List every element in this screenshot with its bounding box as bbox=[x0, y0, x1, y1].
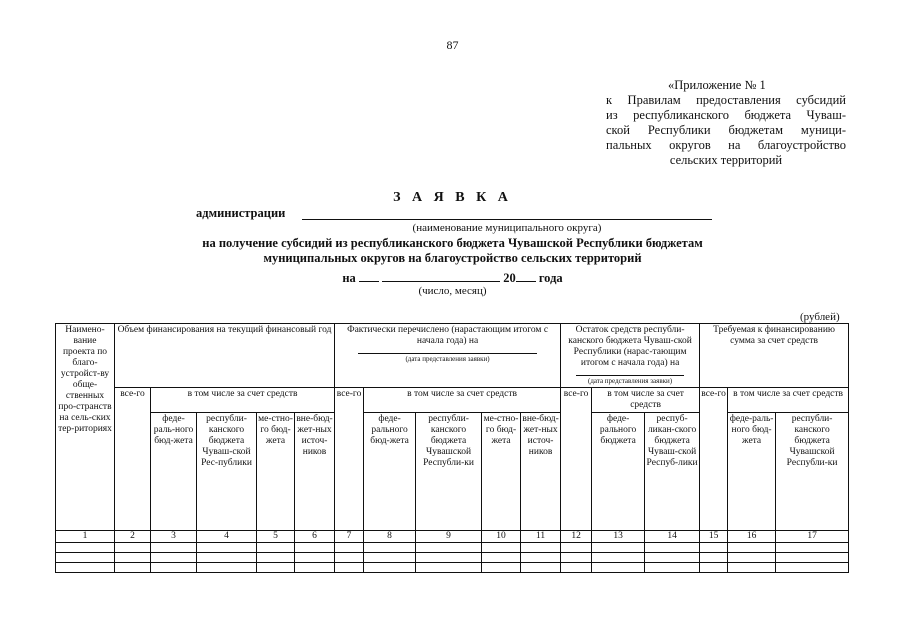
group-header-remaining bbox=[561, 324, 700, 388]
table-cell[interactable] bbox=[700, 543, 728, 553]
source-header: ме-стно-го бюд-жета bbox=[482, 413, 521, 531]
table-cell[interactable] bbox=[115, 563, 151, 573]
group-header-planned: Объем финансирования на текущий финансовый год bbox=[115, 324, 335, 388]
column-number: 15 bbox=[700, 531, 728, 543]
source-header: феде-раль-ного бюд-жета bbox=[151, 413, 197, 531]
table-cell[interactable] bbox=[151, 563, 197, 573]
table-cell[interactable] bbox=[521, 563, 561, 573]
column-number: 2 bbox=[115, 531, 151, 543]
table-cell[interactable] bbox=[335, 543, 364, 553]
table-cell[interactable] bbox=[561, 543, 592, 553]
table-cell[interactable] bbox=[197, 553, 257, 563]
total-header: все-го bbox=[561, 388, 592, 531]
unit-label: (рублей) bbox=[800, 311, 840, 323]
table-cell[interactable] bbox=[295, 553, 335, 563]
date-caption: (число, месяц) bbox=[418, 285, 487, 297]
table-cell[interactable] bbox=[151, 553, 197, 563]
table-cell[interactable] bbox=[295, 543, 335, 553]
table-cell[interactable] bbox=[776, 543, 849, 553]
table-cell[interactable] bbox=[56, 553, 115, 563]
table-cell[interactable] bbox=[197, 563, 257, 573]
date-year-prefix: 20 bbox=[503, 271, 516, 285]
source-header: республи-канского бюджета Чувашской Республи-ки bbox=[416, 413, 482, 531]
form-title: З А Я В К А bbox=[393, 190, 512, 205]
date-prefix: на bbox=[342, 271, 356, 285]
table-cell[interactable] bbox=[482, 543, 521, 553]
date-suffix: года bbox=[538, 271, 563, 285]
source-header: вне-бюд-жет-ных источ-ников bbox=[295, 413, 335, 531]
date-day-field[interactable] bbox=[359, 269, 379, 282]
table-cell[interactable] bbox=[645, 543, 700, 553]
table-cell[interactable] bbox=[335, 563, 364, 573]
admin-label: администрации bbox=[196, 206, 286, 220]
source-header: респуб-ликан-ского бюджета Чуваш-ской Респуб-лики bbox=[645, 413, 700, 531]
date-line bbox=[0, 269, 905, 286]
table-cell[interactable] bbox=[197, 543, 257, 553]
appendix-line: из республиканского бюджета Чуваш- bbox=[606, 108, 846, 122]
appendix-line: к Правилам предоставления субсидий bbox=[606, 93, 846, 107]
appendix-line: пальных округов на благоустройство bbox=[606, 138, 846, 152]
column-number: 7 bbox=[335, 531, 364, 543]
table-cell[interactable] bbox=[364, 563, 416, 573]
column-number: 12 bbox=[561, 531, 592, 543]
appendix-line: сельских территорий bbox=[669, 153, 783, 167]
table-cell[interactable] bbox=[728, 553, 776, 563]
table-cell[interactable] bbox=[295, 563, 335, 573]
table-cell[interactable] bbox=[56, 543, 115, 553]
transferred-date-caption: (дата представления заявки) bbox=[358, 353, 536, 363]
table-cell[interactable] bbox=[115, 553, 151, 563]
source-header: феде-раль-ного бюд-жета bbox=[728, 413, 776, 531]
admin-name-field[interactable] bbox=[302, 219, 712, 220]
including-header: в том числе за счет средств bbox=[364, 388, 561, 413]
appendix-line: ской Республики бюджетам муници- bbox=[606, 123, 846, 137]
column-number: 16 bbox=[728, 531, 776, 543]
source-header: вне-бюд-жет-ных источ-ников bbox=[521, 413, 561, 531]
appendix-heading: «Приложение № 1 bbox=[668, 78, 766, 92]
table-cell[interactable] bbox=[482, 553, 521, 563]
table-cell[interactable] bbox=[257, 553, 295, 563]
admin-caption: (наименование муниципального округа) bbox=[412, 222, 602, 234]
table-row bbox=[56, 563, 849, 573]
including-header: в том числе за счет средств bbox=[728, 388, 849, 413]
table-cell[interactable] bbox=[56, 563, 115, 573]
column-number: 4 bbox=[197, 531, 257, 543]
table-cell[interactable] bbox=[364, 543, 416, 553]
group-header-transferred bbox=[335, 324, 561, 388]
date-month-field[interactable] bbox=[382, 269, 500, 282]
including-header: в том числе за счет средств bbox=[592, 388, 700, 413]
table-cell[interactable] bbox=[645, 553, 700, 563]
column-number: 13 bbox=[592, 531, 645, 543]
table-cell[interactable] bbox=[776, 553, 849, 563]
application-table bbox=[55, 323, 849, 573]
table-cell[interactable] bbox=[482, 563, 521, 573]
source-header: феде-рального бюд-жета bbox=[364, 413, 416, 531]
source-header: республи-канского бюджета Чуваш-ской Рес-публики bbox=[197, 413, 257, 531]
table-cell[interactable] bbox=[592, 563, 645, 573]
source-header: республи-канского бюджета Чувашской Республи-ки bbox=[776, 413, 849, 531]
table-cell[interactable] bbox=[416, 543, 482, 553]
column-number: 10 bbox=[482, 531, 521, 543]
table-cell[interactable] bbox=[592, 543, 645, 553]
table-cell[interactable] bbox=[728, 543, 776, 553]
purpose-line: муниципальных округов на благоустройство сельских территорий bbox=[263, 251, 642, 265]
table-cell[interactable] bbox=[700, 563, 728, 573]
table-cell[interactable] bbox=[728, 563, 776, 573]
table-cell[interactable] bbox=[700, 553, 728, 563]
table-cell[interactable] bbox=[257, 543, 295, 553]
table-cell[interactable] bbox=[561, 563, 592, 573]
table-cell[interactable] bbox=[416, 563, 482, 573]
column-number: 5 bbox=[257, 531, 295, 543]
total-header: все-го bbox=[700, 388, 728, 531]
column-number: 6 bbox=[295, 531, 335, 543]
table-cell[interactable] bbox=[561, 553, 592, 563]
group-header-transferred-label: Фактически перечислено (нарастающим итогом с начала года) на bbox=[347, 325, 549, 346]
table-cell[interactable] bbox=[645, 563, 700, 573]
project-name-header: Наимено-вание проекта по благо-устройст-ву обще-ственных про-странств на сель-ских тер-риториях bbox=[56, 324, 115, 531]
column-number: 1 bbox=[56, 531, 115, 543]
table-cell[interactable] bbox=[364, 553, 416, 563]
date-year-field[interactable] bbox=[516, 269, 536, 282]
group-header-remaining-label: Остаток средств республи-канского бюджета Чуваш-ской Республики (нарас-тающим итогом с начала года) на bbox=[568, 325, 692, 368]
column-number: 17 bbox=[776, 531, 849, 543]
table-cell[interactable] bbox=[521, 543, 561, 553]
column-number: 9 bbox=[416, 531, 482, 543]
column-number: 8 bbox=[364, 531, 416, 543]
table-cell[interactable] bbox=[592, 553, 645, 563]
total-header: все-го bbox=[335, 388, 364, 531]
source-header: феде-рального бюджета bbox=[592, 413, 645, 531]
remaining-date-caption: (дата представления заявки) bbox=[576, 375, 685, 385]
table-row bbox=[56, 543, 849, 553]
form-purpose bbox=[0, 236, 905, 266]
source-header: ме-стно-го бюд-жета bbox=[257, 413, 295, 531]
purpose-line: на получение субсидий из республиканского бюджета Чувашской Республики бюджетам bbox=[202, 236, 703, 250]
table-row bbox=[56, 553, 849, 563]
table-cell[interactable] bbox=[335, 553, 364, 563]
including-header: в том числе за счет средств bbox=[151, 388, 335, 413]
total-header: все-го bbox=[115, 388, 151, 531]
column-number: 3 bbox=[151, 531, 197, 543]
appendix-block bbox=[606, 78, 846, 168]
table-cell[interactable] bbox=[257, 563, 295, 573]
column-number: 14 bbox=[645, 531, 700, 543]
table-cell[interactable] bbox=[776, 563, 849, 573]
group-header-required: Требуемая к финансированию сумма за счет средств bbox=[700, 324, 849, 388]
page-number: 87 bbox=[446, 38, 459, 52]
table-cell[interactable] bbox=[151, 543, 197, 553]
table-cell[interactable] bbox=[521, 553, 561, 563]
table-cell[interactable] bbox=[416, 553, 482, 563]
table-cell[interactable] bbox=[115, 543, 151, 553]
column-number-row bbox=[56, 531, 849, 543]
column-number: 11 bbox=[521, 531, 561, 543]
